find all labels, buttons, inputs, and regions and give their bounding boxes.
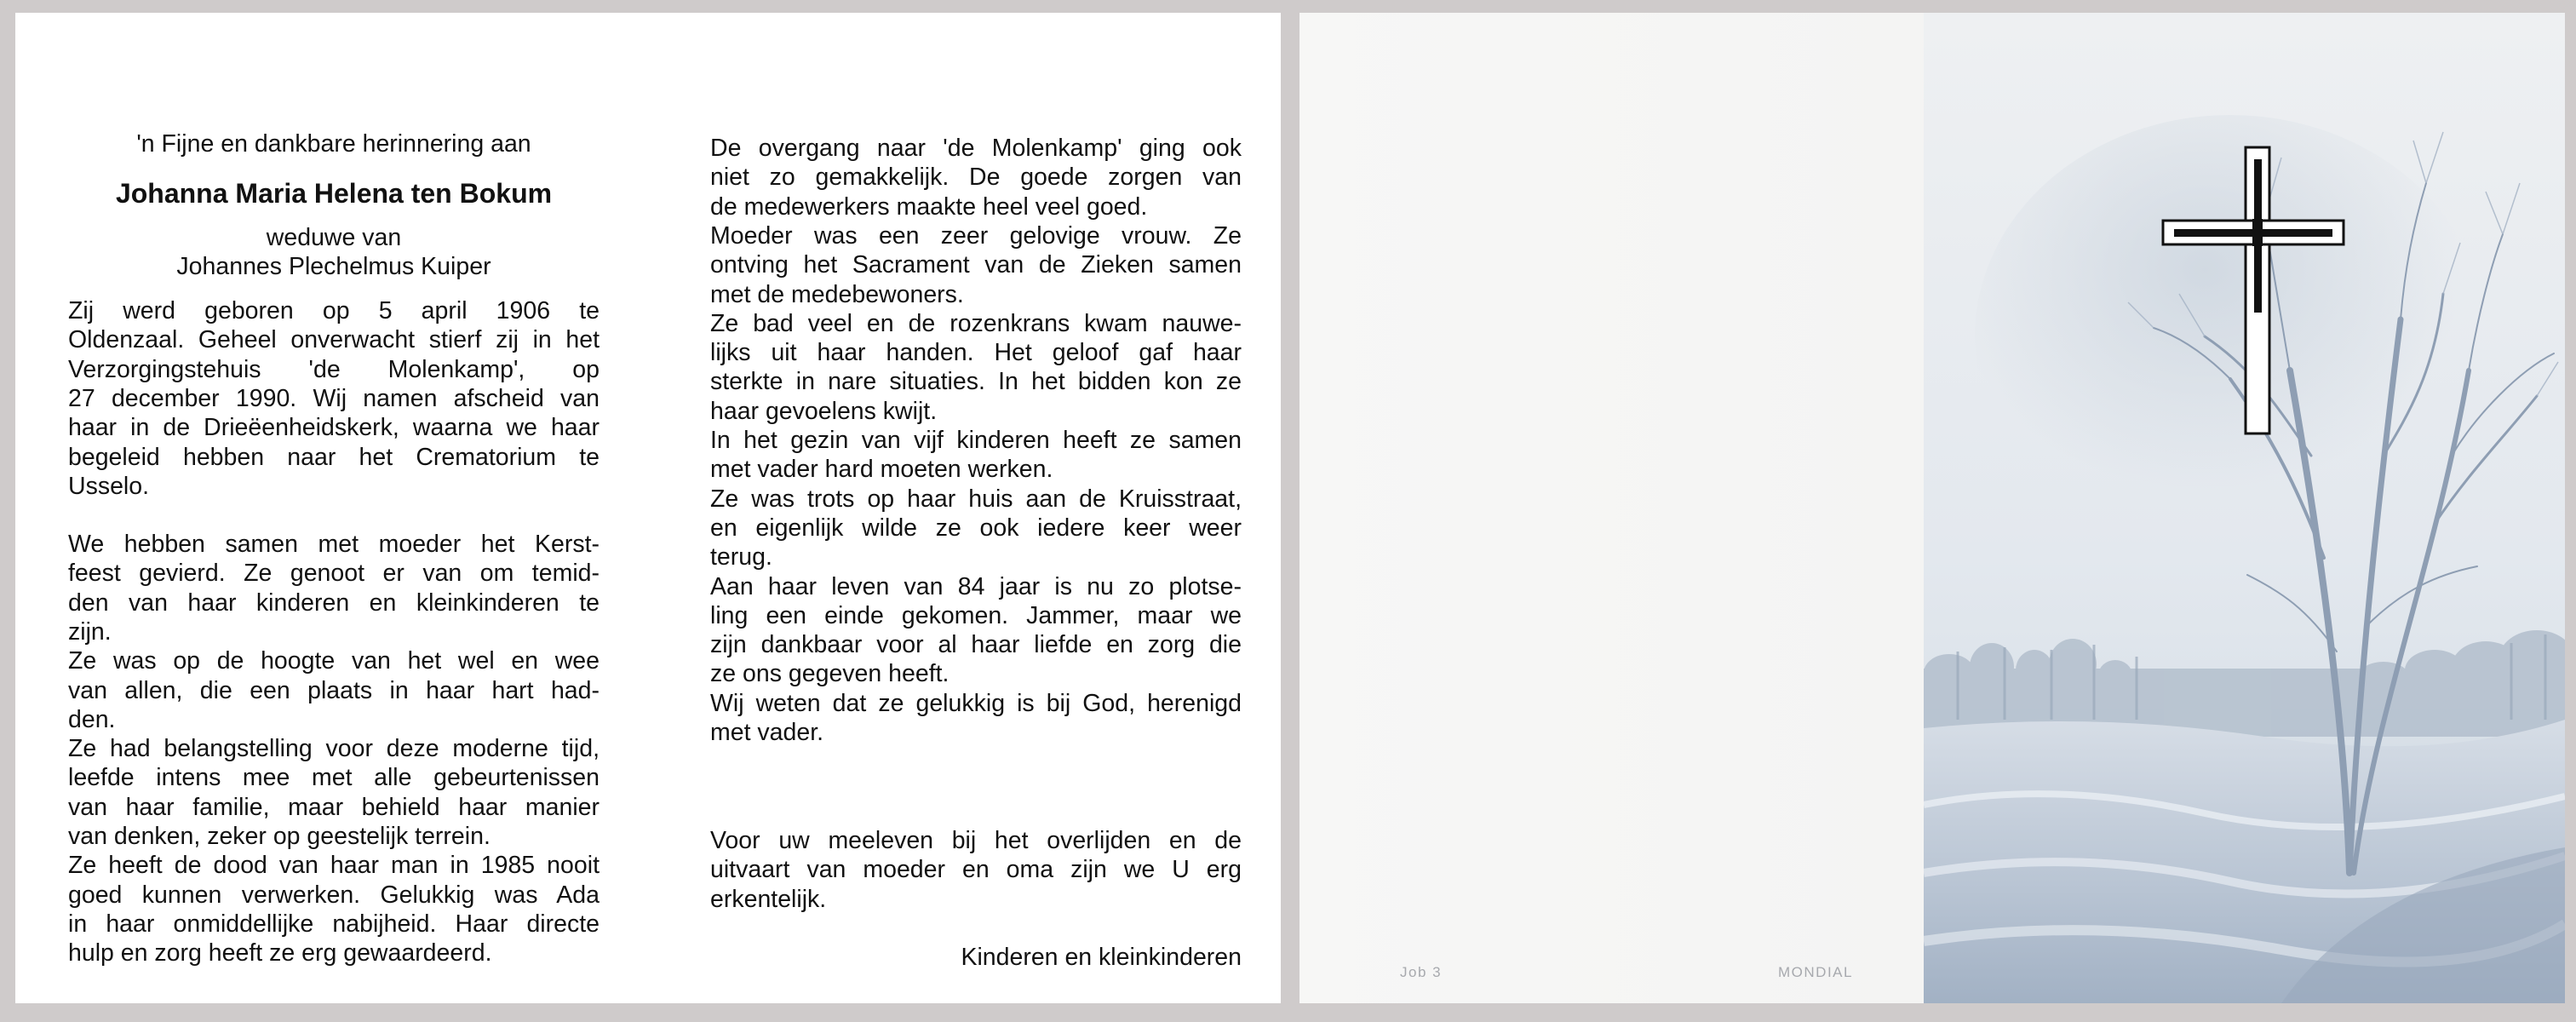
biography-line: zijn. <box>68 617 112 646</box>
biography-line: zijn dankbaar voor al haar liefde en zorg die <box>710 631 1242 659</box>
biography-line: in haar onmiddellijke nabijheid. Haar directe <box>68 910 600 938</box>
biography-line: Ze was op de hoogte van het wel en wee <box>68 647 600 675</box>
biography-line: De overgang naar 'de Molenkamp' ging ook <box>710 135 1242 162</box>
biography-line: met de medebewoners. <box>710 280 964 308</box>
biography-line: terug. <box>710 543 772 571</box>
deceased-name: Johanna Maria Helena ten Bokum <box>115 178 553 209</box>
thanks-line: uitvaart van moeder en oma zijn we U erg <box>710 856 1242 884</box>
biography-line: sterkte in nare situaties. In het bidden kon ze <box>710 368 1242 396</box>
job-label: Job 3 <box>1400 964 1443 980</box>
biography-line: ling een einde gekomen. Jammer, maar we <box>710 601 1242 629</box>
biography-line: den van haar kinderen en kleinkinderen te <box>68 589 600 617</box>
biography-line: ze ons gegeven heeft. <box>710 660 950 688</box>
biography-line: niet zo gemakkelijk. De goede zorgen van <box>710 164 1242 192</box>
biography-line: Oldenzaal. Geheel onverwacht stierf zij in het <box>68 326 600 354</box>
biography-line: Ze bad veel en de rozenkrans kwam nauwe- <box>710 309 1242 337</box>
biography-line: haar in de Drieëenheidskerk, waarna we haar <box>68 414 600 442</box>
biography-line: van denken, zeker op geestelijk terrein. <box>68 823 491 850</box>
biography-line: hulp en zorg heeft ze erg gewaardeerd. <box>68 939 492 967</box>
biography-line: Zij werd geboren op 5 april 1906 te <box>68 297 600 324</box>
biography-line: Wij weten dat ze gelukkig is bij God, herenigd <box>710 689 1242 717</box>
biography-line: Moeder was een zeer gelovige vrouw. Ze <box>710 221 1242 250</box>
brand-label: MONDIAL <box>1778 964 1853 980</box>
widow-of-text: weduwe van <box>266 224 402 251</box>
thanks-line: Voor uw meeleven bij het overlijden en de <box>710 827 1242 854</box>
biography-line: den. <box>68 705 116 733</box>
biography-line: Ze was trots op haar huis aan de Kruisstraat, <box>710 485 1242 513</box>
biography-line: leefde intens mee met alle gebeurtenissen <box>68 764 600 792</box>
biography-line: Ze had belangstelling voor deze moderne tijd, <box>68 735 600 763</box>
biography-line: begeleid hebben naar het Crematorium te <box>68 443 600 471</box>
biography-line: feest gevierd. Ze genoot er van om temid- <box>68 560 600 588</box>
memorial-card-outer <box>1299 13 2565 1003</box>
biography-line: lijks uit haar handen. Het geloof gaf haar <box>710 339 1242 367</box>
biography-line: In het gezin van vijf kinderen heeft ze samen <box>710 427 1242 454</box>
blank-back-panel <box>1299 13 1924 1003</box>
biography-line: Verzorgingstehuis 'de Molenkamp', op <box>68 355 600 383</box>
biography-line: en eigenlijk wilde ze ook iedere keer weer <box>710 514 1242 542</box>
winter-landscape-photo <box>1924 13 2565 1003</box>
biography-line: van haar familie, maar behield haar manier <box>68 793 600 821</box>
biography-line: haar gevoelens kwijt. <box>710 397 938 425</box>
biography-line: We hebben samen met moeder het Kerst- <box>68 531 600 558</box>
biography-line: met vader hard moeten werken. <box>710 456 1053 484</box>
husband-name: Johannes Plechelmus Kuiper <box>176 253 491 280</box>
biography-line: met vader. <box>710 719 824 746</box>
biography-line: 27 december 1990. Wij namen afscheid van <box>68 384 600 412</box>
biography-line: Usselo. <box>68 472 150 500</box>
intro-text: 'n Fijne en dankbare herinnering aan <box>136 130 531 158</box>
signature: Kinderen en kleinkinderen <box>961 944 1242 971</box>
biography-line: goed kunnen verwerken. Gelukkig was Ada <box>68 881 600 909</box>
biography-line: van allen, die een plaats in haar hart had- <box>68 676 600 704</box>
biography-line: Ze heeft de dood van haar man in 1985 nooit <box>68 852 600 880</box>
thanks-line: erkentelijk. <box>710 885 827 913</box>
biography-line: Aan haar leven van 84 jaar is nu zo plotse- <box>710 572 1242 600</box>
memorial-card-inner <box>15 13 1281 1003</box>
biography-line: ontving het Sacrament van de Zieken samen <box>710 251 1242 279</box>
biography-line: de medewerkers maakte heel veel goed. <box>710 192 1148 221</box>
